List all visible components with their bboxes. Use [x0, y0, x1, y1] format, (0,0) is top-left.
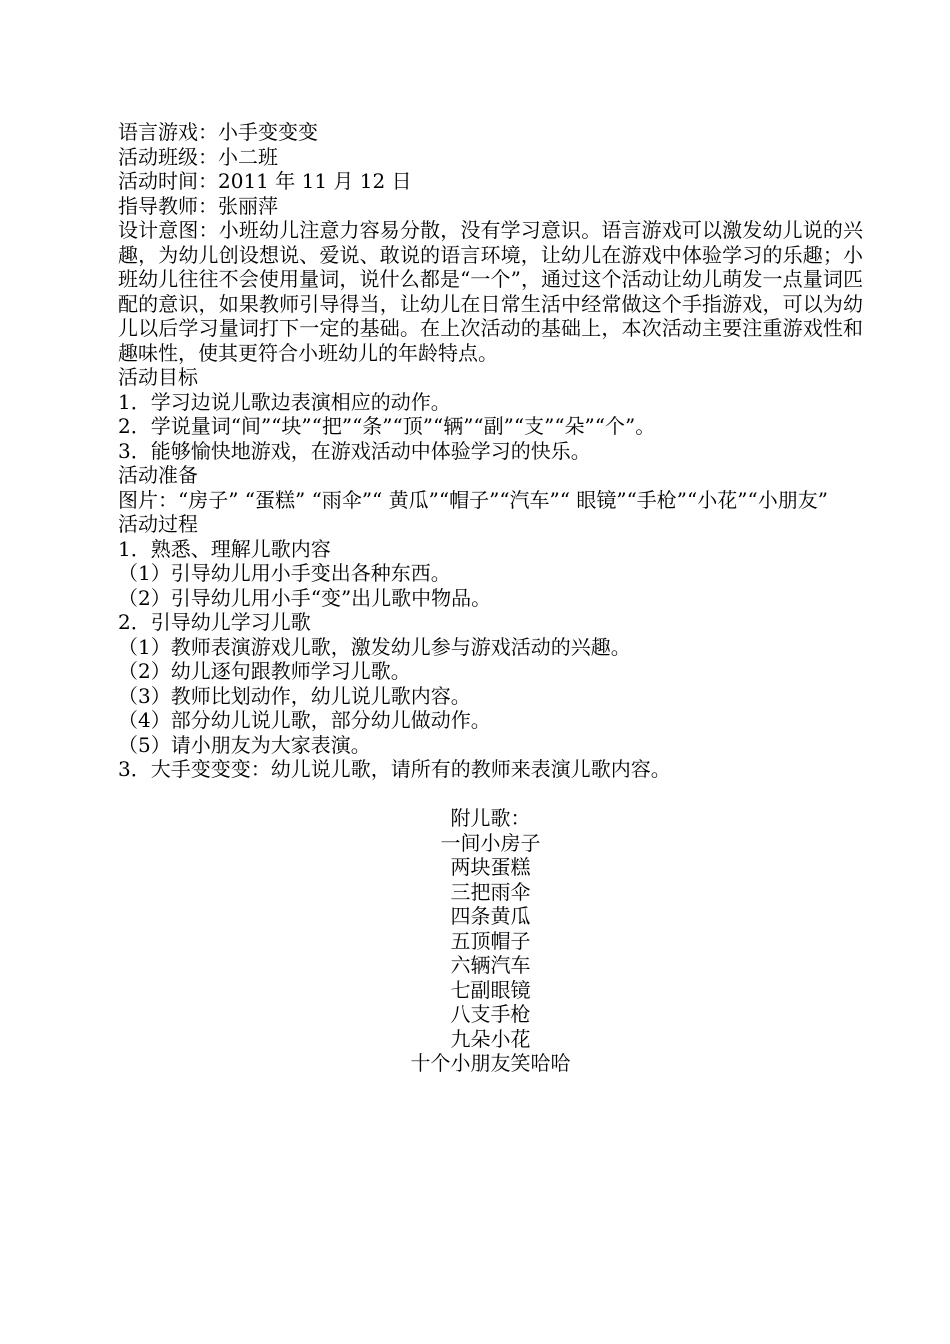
time-line: 活动时间：2011 年 11 月 12 日 — [118, 169, 412, 193]
poem-line: 三把雨伞 — [450, 879, 531, 904]
class-line: 活动班级：小二班 — [118, 144, 278, 169]
title-line: 语言游戏：小手变变变 — [118, 120, 318, 144]
process-substep: （5）请小朋友为大家表演。 — [118, 732, 371, 757]
poem-line: 九朵小花 — [450, 1026, 531, 1051]
poem-line: 一间小房子 — [440, 830, 541, 855]
poem-line: 六辆汽车 — [450, 953, 531, 977]
poem-line: 五顶帽子 — [450, 928, 531, 953]
poem-line: 七副眼镜 — [450, 977, 531, 1002]
goal-item: 3．能够愉快地游戏，在游戏活动中体验学习的快乐。 — [118, 438, 591, 463]
poem-line: 八支手枪 — [450, 1002, 531, 1026]
goal-item: 2．学说量词“间”“块”“把”“条”“顶”“辆”“副”“支”“朵”“个”。 — [118, 414, 656, 438]
goal-item: 1．学习边说儿歌边表演相应的动作。 — [118, 389, 451, 414]
poem-block — [118, 806, 863, 1076]
poem-heading: 附儿歌： — [450, 806, 531, 830]
design-intent-paragraph: 设计意图：小班幼儿注意力容易分散，没有学习意识。语言游戏可以激发幼儿说的兴趣，为幼儿创设想说、爱说、敢说的语言环境，让幼儿在游戏中体验学习的乐趣；小班幼儿往往不会使用量词，说什么都是“一个”，通过这个活动让幼儿萌发一点量词匹配的意识，如果教师引导得当，让幼儿在日常生活中经常做这个手指游戏，可以为幼儿以后学习量词打下一定的基础。在上次活动的基础上，本次活动主要注重游戏性和趣味性，使其更符合小班幼儿的年龄特点。 — [118, 218, 863, 365]
process-substep: （2）引导幼儿用小手“变”出儿歌中物品。 — [118, 585, 492, 610]
preparation-text: 图片：“房子” “蛋糕” “雨伞”“ 黄瓜”“帽子”“汽车”“ 眼镜”“手枪”“小花”“小朋友” — [118, 487, 828, 512]
poem-line: 四条黄瓜 — [450, 904, 531, 928]
process-substep: （2）幼儿逐句跟教师学习儿歌。 — [118, 659, 411, 683]
poem-line: 两块蛋糕 — [450, 855, 531, 879]
process-step: 1．熟悉、理解儿歌内容 — [118, 536, 331, 561]
process-step: 3．大手变变变：幼儿说儿歌，请所有的教师来表演儿歌内容。 — [118, 757, 671, 781]
process-substep: （1）教师表演游戏儿歌，激发幼儿参与游戏活动的兴趣。 — [118, 634, 631, 659]
process-substep: （4）部分幼儿说儿歌，部分幼儿做动作。 — [118, 708, 491, 732]
document-page — [118, 120, 863, 1076]
process-substep: （3）教师比划动作，幼儿说儿歌内容。 — [118, 683, 471, 708]
process-step: 2．引导幼儿学习儿歌 — [118, 610, 311, 634]
blank-line — [118, 782, 863, 807]
poem-line: 十个小朋友笑哈哈 — [410, 1051, 571, 1075]
preparation-heading: 活动准备 — [118, 463, 198, 487]
process-heading: 活动过程 — [118, 512, 198, 536]
teacher-line: 指导教师：张丽萍 — [118, 193, 278, 218]
process-substep: （1）引导幼儿用小手变出各种东西。 — [118, 561, 451, 585]
goals-heading: 活动目标 — [118, 365, 198, 389]
